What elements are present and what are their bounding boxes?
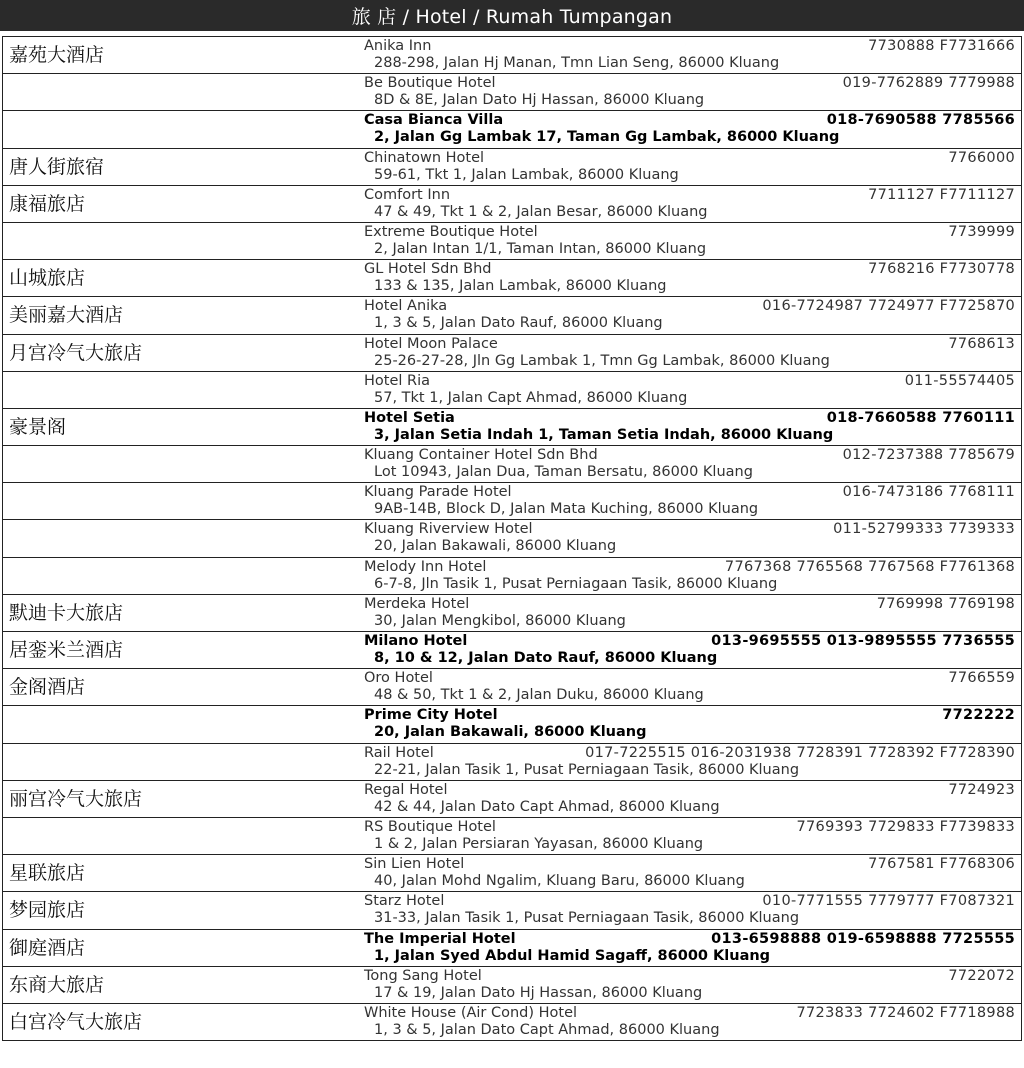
hotel-address: 8, 10 & 12, Jalan Dato Rauf, 86000 Kluang [374, 650, 718, 666]
hotel-chinese-name: 豪景阁 [9, 415, 67, 438]
hotel-row [3, 37, 1021, 74]
hotel-name: Hotel Setia [364, 409, 455, 426]
hotel-row [3, 818, 1021, 855]
hotel-chinese-name: 白宫冷气大旅店 [9, 1010, 143, 1033]
hotel-phones: 018-7660588 7760111 [826, 409, 1015, 426]
hotel-row [3, 335, 1021, 372]
hotel-name: Kluang Riverview Hotel [364, 521, 533, 538]
hotel-address: 1, Jalan Syed Abdul Hamid Sagaff, 86000 Kluang [374, 947, 771, 964]
hotel-phones: 7768613 [948, 335, 1015, 352]
hotel-address: 1, 3 & 5, Jalan Dato Rauf, 86000 Kluang [374, 315, 663, 332]
hotel-phones: 011-52799333 7739333 [833, 521, 1015, 538]
hotel-name: Oro Hotel [364, 670, 433, 687]
hotel-phones: 7724923 [948, 781, 1015, 798]
hotel-name: Tong Sang Hotel [364, 967, 482, 984]
hotel-row [3, 223, 1021, 260]
section-title: 旅 店 / Hotel / Rumah Tumpangan [351, 6, 673, 28]
hotel-address: 17 & 19, Jalan Dato Hj Hassan, 86000 Kluang [374, 984, 703, 1001]
hotel-phones: 7739999 [948, 223, 1015, 240]
hotel-address: 133 & 135, Jalan Lambak, 86000 Kluang [374, 278, 667, 295]
hotel-phones: 7722072 [948, 967, 1015, 984]
hotel-phones: 017-7225515 016-2031938 7728391 7728392 F7728390 [585, 744, 1015, 761]
hotel-row [3, 930, 1021, 967]
hotel-row [3, 446, 1021, 483]
hotel-row [3, 558, 1021, 595]
hotel-address: 57, Tkt 1, Jalan Capt Ahmad, 86000 Kluang [374, 389, 688, 406]
hotel-address: 2, Jalan Intan 1/1, Taman Intan, 86000 Kluang [374, 240, 707, 257]
hotel-name: Comfort Inn [364, 186, 451, 203]
hotel-name: Be Boutique Hotel [364, 75, 496, 92]
hotel-phones: 013-9695555 013-9895555 7736555 [711, 633, 1015, 649]
hotel-address: 25-26-27-28, Jln Gg Lambak 1, Tmn Gg Lambak, 86000 Kluang [374, 352, 830, 369]
hotel-name: Milano Hotel [364, 633, 468, 649]
hotel-address: 20, Jalan Bakawali, 86000 Kluang [374, 724, 647, 741]
hotel-phones: 016-7473186 7768111 [842, 484, 1015, 501]
hotel-row [3, 186, 1021, 223]
hotel-row [3, 669, 1021, 706]
hotel-name: Starz Hotel [364, 893, 445, 910]
hotel-name: Melody Inn Hotel [364, 558, 487, 575]
hotel-address: 1, 3 & 5, Jalan Dato Capt Ahmad, 86000 Kluang [374, 1021, 720, 1038]
hotel-address: 1 & 2, Jalan Persiaran Yayasan, 86000 Kluang [374, 835, 704, 852]
hotel-name: White House (Air Cond) Hotel [364, 1004, 578, 1021]
hotel-row [3, 892, 1021, 929]
hotel-name: Rail Hotel [364, 744, 434, 761]
hotel-row [3, 632, 1021, 669]
hotel-row [3, 297, 1021, 334]
hotel-address: 59-61, Tkt 1, Jalan Lambak, 86000 Kluang [374, 166, 679, 183]
hotel-phones: 019-7762889 7779988 [842, 75, 1015, 92]
hotel-phones: 7766000 [948, 149, 1015, 166]
hotel-chinese-name: 唐人街旅宿 [9, 155, 105, 178]
hotel-name: The Imperial Hotel [364, 930, 516, 947]
hotel-name: Hotel Anika [364, 298, 448, 315]
hotel-name: RS Boutique Hotel [364, 818, 496, 835]
hotel-phones: 7730888 F7731666 [868, 38, 1015, 54]
hotel-address: 22-21, Jalan Tasik 1, Pusat Perniagaan Tasik, 86000 Kluang [374, 761, 800, 778]
hotel-chinese-name: 御庭酒店 [9, 936, 86, 959]
hotel-name: Casa Bianca Villa [364, 112, 504, 129]
hotel-phones: 7723833 7724602 F7718988 [796, 1004, 1015, 1021]
hotel-phones: 7767581 F7768306 [868, 856, 1015, 873]
hotel-chinese-name: 丽宫冷气大旅店 [9, 787, 143, 810]
hotel-name: Sin Lien Hotel [364, 856, 465, 873]
section-header [0, 0, 1024, 36]
hotel-phones: 7711127 F7711127 [868, 186, 1015, 203]
hotel-chinese-name: 星联旅店 [9, 862, 86, 885]
hotel-chinese-name: 默迪卡大旅店 [9, 601, 124, 624]
hotel-address: 6-7-8, Jln Tasik 1, Pusat Perniagaan Tasik, 86000 Kluang [374, 575, 778, 592]
hotel-name: Kluang Container Hotel Sdn Bhd [364, 447, 598, 464]
hotel-phones: 7766559 [948, 670, 1015, 687]
hotel-phones: 013-6598888 019-6598888 7725555 [711, 930, 1015, 947]
hotel-chinese-name: 东商大旅店 [9, 973, 105, 996]
hotel-address: 3, Jalan Setia Indah 1, Taman Setia Indah, 86000 Kluang [374, 426, 834, 443]
hotel-name: Chinatown Hotel [364, 149, 485, 166]
hotel-phones: 018-7690588 7785566 [826, 112, 1015, 129]
hotel-directory-table [2, 36, 1022, 1041]
hotel-chinese-name: 居銮米兰酒店 [9, 639, 124, 661]
hotel-row [3, 74, 1021, 111]
hotel-row [3, 595, 1021, 632]
hotel-row [3, 781, 1021, 818]
hotel-name: Kluang Parade Hotel [364, 484, 512, 501]
hotel-phones: 7769393 7729833 F7739833 [796, 818, 1015, 835]
hotel-phones: 012-7237388 7785679 [842, 447, 1015, 464]
hotel-row [3, 706, 1021, 743]
hotel-row [3, 967, 1021, 1004]
hotel-row [3, 111, 1021, 148]
hotel-address: 2, Jalan Gg Lambak 17, Taman Gg Lambak, 86000 Kluang [374, 129, 840, 146]
hotel-address: 40, Jalan Mohd Ngalim, Kluang Baru, 86000 Kluang [374, 873, 745, 890]
hotel-row [3, 409, 1021, 446]
hotel-address: 8D & 8E, Jalan Dato Hj Hassan, 86000 Kluang [374, 92, 705, 109]
hotel-address: 288-298, Jalan Hj Manan, Tmn Lian Seng, 86000 Kluang [374, 55, 780, 71]
hotel-phones: 016-7724987 7724977 F7725870 [762, 298, 1015, 315]
hotel-address: Lot 10943, Jalan Dua, Taman Bersatu, 86000 Kluang [374, 464, 753, 481]
hotel-phones: 7767368 7765568 7767568 F7761368 [724, 558, 1015, 575]
hotel-row [3, 483, 1021, 520]
hotel-address: 31-33, Jalan Tasik 1, Pusat Perniagaan Tasik, 86000 Kluang [374, 910, 800, 927]
hotel-name: Regal Hotel [364, 781, 448, 798]
hotel-row [3, 520, 1021, 557]
hotel-address: 30, Jalan Mengkibol, 86000 Kluang [374, 612, 626, 629]
hotel-row [3, 372, 1021, 409]
hotel-row [3, 149, 1021, 186]
hotel-name: Prime City Hotel [364, 707, 498, 724]
hotel-row [3, 744, 1021, 781]
hotel-chinese-name: 梦园旅店 [9, 899, 86, 922]
hotel-address: 47 & 49, Tkt 1 & 2, Jalan Besar, 86000 Kluang [374, 203, 708, 220]
hotel-row [3, 855, 1021, 892]
hotel-name: Hotel Moon Palace [364, 335, 498, 352]
hotel-phones: 011-55574405 [904, 372, 1015, 389]
hotel-name: GL Hotel Sdn Bhd [364, 261, 492, 278]
hotel-phones: 7768216 F7730778 [868, 261, 1015, 278]
hotel-address: 9AB-14B, Block D, Jalan Mata Kuching, 86000 Kluang [374, 501, 759, 518]
hotel-name: Extreme Boutique Hotel [364, 223, 538, 240]
hotel-chinese-name: 山城旅店 [9, 267, 86, 290]
hotel-chinese-name: 金阁酒店 [9, 676, 86, 699]
hotel-phones: 7769998 7769198 [876, 595, 1015, 612]
hotel-chinese-name: 美丽嘉大酒店 [9, 304, 124, 327]
hotel-phones: 7722222 [942, 707, 1015, 724]
hotel-address: 48 & 50, Tkt 1 & 2, Jalan Duku, 86000 Kluang [374, 687, 704, 704]
hotel-chinese-name: 嘉苑大酒店 [9, 44, 105, 66]
hotel-address: 42 & 44, Jalan Dato Capt Ahmad, 86000 Kluang [374, 798, 720, 815]
hotel-address: 20, Jalan Bakawali, 86000 Kluang [374, 538, 617, 555]
hotel-name: Merdeka Hotel [364, 595, 470, 612]
hotel-name: Hotel Ria [364, 372, 431, 389]
hotel-chinese-name: 康福旅店 [9, 192, 86, 215]
hotel-row [3, 260, 1021, 297]
hotel-phones: 010-7771555 7779777 F7087321 [762, 893, 1015, 910]
hotel-chinese-name: 月宫冷气大旅店 [9, 341, 143, 364]
hotel-name: Anika Inn [364, 38, 432, 54]
hotel-row [3, 1004, 1021, 1041]
